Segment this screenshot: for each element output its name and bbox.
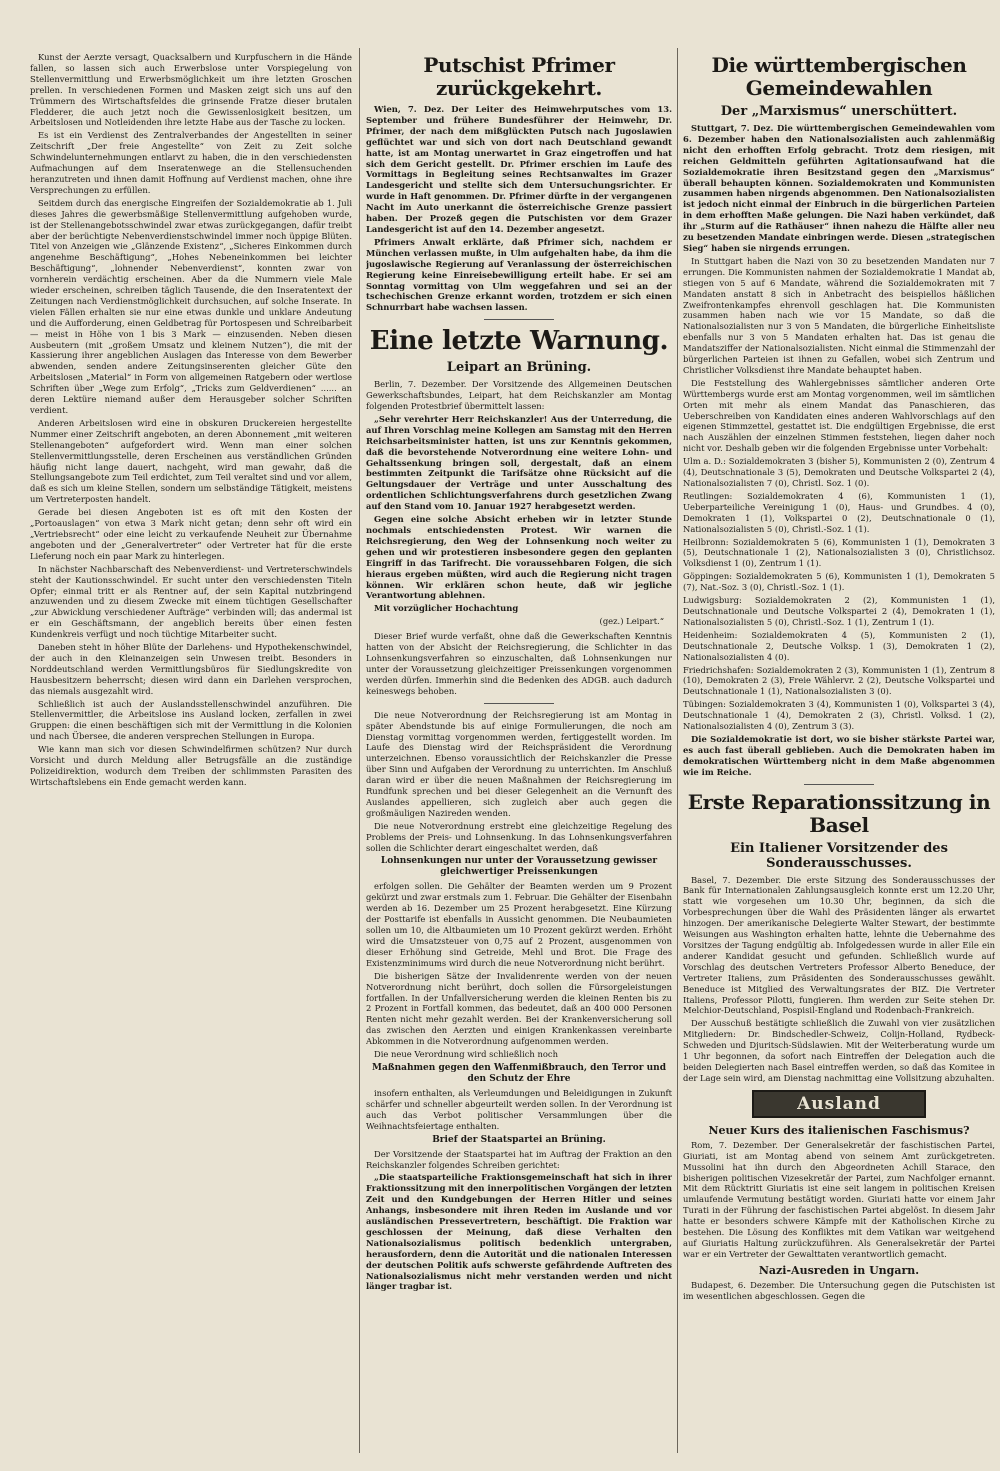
- result-item: Ulm a. D.: Sozialdemokraten 3 (bisher 5), Kommunisten 2 (0), Zentrum 4 (4), Deutschnationale 3 (5), Demokraten und Deutsche Volkspartei 2 (4), Nationalsozialisten 7 (0), Christl. Soz. 1 (0).: [683, 456, 995, 488]
- paragraph: erfolgen sollen. Die Gehälter der Beamten werden um 9 Prozent gekürzt und zwar erstmals zum 1. Februar. Die Gehälter der Eisenbahn werden ab 16. Dezember um 25 Prozent herabgesetzt. Eine Kürzung der Posttarife ist ebenfalls in Aussicht genommen. Die Neubaumieten sollen um 10, die Altbaumieten um 10 Prozent gekürzt werden. Erhöht wird die Umsatzsteuer von 0,75 auf 2 Prozent, ausgenommen von dieser Erhöhung sind Getreide, Mehl und Brot. Die Frage des Existenzminimums wird durch die neue Notverordnung nicht berührt.: [366, 881, 672, 968]
- paragraph: Stuttgart, 7. Dez. Die württembergischen Gemeindewahlen vom 6. Dezember haben den Nationalsozialisten auch zahlenmäßig nicht den erhofften Erfolg gebracht. Trotz dem riesigen, mit reichen Geldmitteln geführten Agitationsaufwand hat die Sozialdemokratie ihren Besitzstand gegen den „Marxismus“ überall behaupten können. Sozialdemokraten und Kommunisten zusammen haben nirgends abgenommen. Den Nationalsozialisten ist jedoch nicht einmal der Einbruch in die bürgerlichen Parteien in dem erhofften Maße gelungen. Die Nazi haben verkündet, daß ihr „Sturm auf die Rathäuser“ ihnen nahezu die Hälfte aller neu zu besetzenden Mandate einbringen werde. Diesen „strategischen Sieg“ haben sie nirgends errungen.: [683, 123, 995, 253]
- result-item: Heidenheim: Sozialdemokraten 4 (5), Kommunisten 2 (1), Deutschnationale 2, Deutsche Volksp. 1 (3), Demokraten 1 (2), Nationalsozialisten 4 (0).: [683, 629, 995, 662]
- paragraph: Dieser Brief wurde verfaßt, ohne daß die Gewerkschaften Kenntnis hatten von der Absicht der Reichsregierung, die Schlichter in das Lohnsenkungsverfahren so einzuschalten, daß Lohnsenkungen nur unter der Voraussetzung gleichzeitiger Preissenkungen vorgenommen werden dürfen. Immerhin sind die Bedenken des ADGB. auch dadurch keineswegs behoben.: [366, 631, 672, 696]
- column-rule: [677, 48, 678, 1453]
- paragraph: Die Feststellung des Wahlergebnisses sämtlicher anderen Orte Württembergs wurde erst am Montag vorgenommen, weil im sämtlichen Orten mit mehr als einem Mandat das Panaschieren, das Ueberschreiben von Kandidaten eines anderen Wahlvorschlags auf den eigenen Stimmzettel, gestattet ist. Die endgültigen Ergebnisse, die erst nach Auszählen der einzelnen Stimmen feststehen, liegen daher noch nicht vor. Deshalb geben wir die folgenden Ergebnisse unter Vorbehalt:: [683, 377, 995, 454]
- subheadline: Leipart an Brüning.: [446, 360, 592, 376]
- result-item: Reutlingen: Sozialdemokraten 4 (6), Kommunisten 1 (1), Ueberparteiliche Vereinigung 1 (0), Haus- und Grundbes. 4 (0), Demokraten 1 (1), Volkspartei 0 (2), Deutschnationale 0 (1), Nationalsozialisten 5 (0), Christl.-Soz. 1 (1).: [683, 490, 995, 534]
- paragraph: „Sehr verehrter Herr Reichskanzler! Aus der Unterredung, die auf Ihren Vorschlag meine Kollegen am Samstag mit den Herren Reichsarbeitsminister hatten, ist uns zur Kenntnis gekommen, daß die bevorstehende Notverordnung eine weitere Lohn- und Gehaltssenkung bringen soll, dergestalt, daß an einem bestimmten Zeitpunkt die Tarifsätze ohne Rücksicht auf die Geltungsdauer der Verträge und unter Ausschaltung des ordentlichen Schlichtungsverfahrens durch gesetzlichen Zwang auf den Stand vom 10. Januar 1927 herabgesetzt werden.: [366, 413, 672, 512]
- subheading: Neuer Kurs des italienischen Faschismus?: [708, 1123, 970, 1137]
- section-banner-ausland: Ausland: [752, 1090, 926, 1118]
- paragraph: Berlin, 7. Dezember. Der Vorsitzende des Allgemeinen Deutschen Gewerkschaftsbundes, Leipart, hat dem Reichskanzler am Montag folgenden Protestbrief übermittelt lassen:: [366, 379, 672, 412]
- headline-pfrimer: Putschist Pfrimer zurückgekehrt.: [423, 53, 615, 100]
- paragraph: Die Sozialdemokratie ist dort, wo sie bisher stärkste Partei war, es auch fast überall geblieben. Auch die Demokraten haben im demokratischen Württemberg nicht in dem Maße abgenommen wie im Reiche.: [683, 733, 995, 777]
- paragraph: Anderen Arbeitslosen wird eine in obskuren Druckereien hergestellte Nummer einer Zeitschrift angeboten, an deren Abonnement „mit weiteren Stellenangeboten“ aufgefordert wird. Wenn man einer solchen Stellenvermittlungsstelle, deren Erscheinen aus verständlichen Gründen häufig nicht lange dauert, nachgeht, wird man gewahr, daß die Stellungsangebote zum Teil erdichtet, zum Teil veraltet sind und vor allem, daß es sich um kleine Stellen, sondern um selbständige Tätigkeit, meistens um Vertreterposten handelt.: [30, 417, 352, 505]
- paragraph: Seitdem durch das energische Eingreifen der Sozialdemokratie ab 1. Juli dieses Jahres die gewerbsmäßige Stellenvermittlung aufgehoben wurde, ist der Stellenangebotsschwindel zwar etwas zurückgegangen, dafür treibt aber der berüchtigte Nebenverdienstschwindel immer noch üppige Blüten. Titel von Anzeigen wie „Glänzende Existenz“, „Sicheres Einkommen durch angenehme Beschäftigung“, „Hohes Nebeneinkommen bei leichter Beschäftigung“, „lohnender Nebenverdienst“, konnten zwar von vornherein verdächtig erscheinen. Aber da die Nummern viele Male wieder erscheinen, schreiben täglich Tausende, die den Inseratentext der Zeitungen nach Verdienstmöglichkeit durchsuchen, auf solche Inserate. In vielen Fällen erhalten sie nur eine etwas dunkle und unklare Andeutung und die Aufforderung, einen Geldbetrag für Portospesen und Schreibarbeit — meist in Höhe von 1 bis 3 Mark — einzusenden. Neben diesen Ausbeutern (mit „großem Umsatz und kleinem Nutzen“), die mit der Kassierung ihrer angeblichen Auslagen das Interesse von dem Bewerber abwenden, senden andere Zeitungsinserenten gleicher Güte den Arbeitslosen „Material“ in Form von allgemeinen Ratgebern oder wertlose Schriften über „Wege zum Erfolg“, „Tricks zum Geldverdienen“ ...... an deren Lektüre niemand außer dem Herausgeber solcher Schriften verdient.: [30, 197, 352, 415]
- subheading: Nazi-Ausreden in Ungarn.: [758, 1263, 920, 1277]
- paragraph: Die neue Verordnung wird schließlich noch: [374, 1049, 559, 1060]
- paragraph: Mit vorzüglicher Hochachtung: [374, 603, 519, 614]
- paragraph: insofern enthalten, als Verleumdungen und Beleidigungen in Zukunft schärfer und schneller abgeurteilt werden sollen. In der Verordnung ist auch das Verbot politischer Versammlungen über die Weihnachtsfeiertage enthalten.: [366, 1087, 672, 1131]
- paragraph: Der Ausschuß bestätigte schließlich die Zuwahl von vier zusätzlichen Mitgliedern: Dr. Bindschedler-Schweiz, Colijn-Holland, Rydbeck-Schweden und Djuritsch-Südslawien. Mit der Weiterberatung wurde um 1 Uhr begonnen, da sofort nach Eintreffen der Delegation auch die beiden Delegierten nach Basel eintreffen werden, so daß das Komitee in der Lage sein wird, am Dienstag nachmittag eine Vollsitzung abzuhalten.: [683, 1018, 995, 1083]
- paragraph: Gegen eine solche Absicht erheben wir in letzter Stunde nochmals entschiedensten Protest. Wir warnen die Reichsregierung, den Weg der Lohnsenkung noch weiter zu gehen und wir protestieren insbesondere gegen den geplanten Eingriff in das Tarifrecht. Die voraussehbaren Folgen, die sich hieraus ergeben müßten, wird auch die Regierung nicht tragen können. Wir erklären schon heute, daß wir jegliche Verantwortung ablehnen.: [366, 514, 672, 601]
- column-middle: [366, 52, 672, 1452]
- paragraph: In Stuttgart haben die Nazi von 30 zu besetzenden Mandaten nur 7 errungen. Die Kommunisten nahmen der Sozialdemokratie 1 Mandat ab, stiegen von 5 auf 6 Mandate, während die Sozialdemokraten mit 7 Mandaten anstatt 8 sich in Anbetracht des beispiellos häßlichen Zweifrontenkampfes ehrenvoll geschlagen hat. Die Kommunisten zusammen haben nach wie vor 15 Mandate, so daß die Nationalsozialisten nur 3 von 5 Mandaten, die bürgerliche Einheitsliste ebenfalls nur 3 von 5 Mandaten erhalten hat. Das ist genau die Mandatsziffer der Nationalsozialisten. Nicht einmal die Stimmenzahl der bürgerlichen Parteien ist ihnen zu Gefallen, wobei sich Zentrum und Christlicher Volksdienst ihre Mandate behauptet haben.: [683, 255, 995, 375]
- paragraph: Basel, 7. Dezember. Die erste Sitzung des Sonderausschusses der Bank für Internationalen Zahlungsausgleich konnte erst um 12.20 Uhr, statt wie vorgesehen um 10.30 Uhr, beginnen, da sich die Vorbesprechungen über die Wahl des Präsidenten länger als erwartet hinzogen. Der amerikanische Delegierte Walter Stewart, der bestimmte Weisungen aus Washington erhalten hatte, lehnte die Uebernahme des Vorsitzes der Tagung endgültig ab. Infolgedessen wurde in aller Eile ein anderer Kandidat gesucht und gefunden. Schließlich wurde auf Vorschlag des deutschen Vertreters Professor Alberto Beneduce, der Vertreter Italiens, zum Präsidenten des Sonderausschusses gewählt. Beneduce ist Mitglied des Verwaltungsrates der BIZ. Die Vertreter Italiens, Professor Pilotti, fungieren. Ihm werden zur Seite stehen Dr. Melchior-Deutschland, Pospisil-England und Rodenbach-Frankreich.: [683, 874, 995, 1016]
- headline-basel: Erste Reparationssitzung in Basel: [687, 789, 991, 837]
- result-item: Ludwigsburg: Sozialdemokraten 2 (2), Kommunisten 1 (1), Deutschnationale und Deutsche Volkspartei 2 (4), Demokraten 1 (1), Nationalsozialisten 5 (0), Christl.-Soz. 1 (1), Zentrum 1 (1).: [683, 595, 995, 627]
- signature: (gez.) Leipart.“: [599, 616, 664, 627]
- paragraph: Wien, 7. Dez. Der Leiter des Heimwehrputsches vom 13. September und frühere Bundesführer der Heimwehr, Dr. Pfrimer, der nach dem mißglückten Putsch nach Jugoslawien geflüchtet war und sich von dort nach Deutschland gewandt hatte, ist am Montag unerwartet in Graz eingetroffen und hat sich dem Gericht gestellt. Dr. Pfrimer erschien im Laufe des Vormittags in Begleitung seines Rechtsanwaltes im Grazer Landesgericht und stellte sich dem Untersuchungsrichter. Er wurde in Haft genommen. Dr. Pfrimer dürfte in der vergangenen Nacht im Auto unerkannt die österreichische Grenze passiert haben. Der Prozeß gegen die Putschisten vor dem Grazer Landesgericht ist auf den 14. Dezember angesetzt.: [366, 104, 672, 234]
- paragraph: Die bisherigen Sätze der Invalidenrente werden von der neuen Notverordnung nicht berührt, doch sollen die Fürsorgeleistungen fortfallen. In der Unfallversicherung werden die kleinen Renten bis zu 2 Prozent in Fortfall kommen, das bedeutet, daß an 400 000 Personen Renten nicht mehr gezahlt werden. Bei der Krankenversicherung soll das zwischen den Aerzten und einigen Krankenkassen vereinbarte Abkommen in die Notverordnung aufgenommen werden.: [366, 970, 672, 1047]
- paragraph: „Die staatsparteiliche Fraktionsgemeinschaft hat sich in ihrer Fraktionssitzung mit den innerpolitischen Vorgängen der letzten Zeit und den Kundgebungen der Herren Hitler und seines Anhangs, insbesondere mit ihren Reden im Auslande und vor ausländischen Pressevertretern, beschäftigt. Die Fraktion war geschlossen der Meinung, daß diese Verhalten den Nationalsozialismus politisch bedenklich untergraben, herausfordern, denn die Autorität und die nationalen Interessen der deutschen Politik aufs schwerste gefährdende Auftreten des Nationalsozialismus nicht mehr verstanden werden und nicht länger tragbar ist.: [366, 1172, 672, 1292]
- paragraph: Die neue Notverordnung der Reichsregierung ist am Montag in später Abendstunde bis auf einige Formulierungen, die noch am Dienstag vormittag vorgenommen werden, fertiggestellt worden. Im Laufe des Dienstag wird der Reichspräsident die Verordnung unterzeichnen. Ebenso voraussichtlich der Reichskanzler die Presse über Sinn und Aufgaben der Verordnung zu unterrichten. Im Anschluß daran wird er über die neuen Maßnahmen der Reichsregierung im Rundfunk sprechen und bei dieser Gelegenheit an die Vernunft des Auslandes appellieren, sich zugleich aber auch gegen die großmäuligen Nazireden wenden.: [366, 709, 672, 818]
- paragraph: In nächster Nachbarschaft des Nebenverdienst- und Vertreterschwindels steht der Kautionsschwindel. Er sucht unter den verschiedensten Titeln Opfer; einmal tritt er als Rentner auf, der sein Kapital nutzbringend anzuwenden und zu diesem Zwecke mit einem tüchtigen Gesellschafter „zur Abwicklung verschiedener Aufträge“ verbinden will; das andermal ist er ein Geschäftsmann, der angeblich bereits über einen festen Kundenkreis verfügt und noch tüchtige Mitarbeiter sucht.: [30, 563, 352, 640]
- paragraph: Wie kann man sich vor diesen Schwindelfirmen schützen? Nur durch Vorsicht und durch Meldung aller Betrugsfälle an die zuständige Polizeidirektion, wodurch dem Treiben der schlimmsten Parasiten des Wirtschaftslebens ein Ende gemacht werden kann.: [30, 744, 352, 787]
- paragraph: Schließlich ist auch der Auslandsstellenschwindel anzuführen. Die Stellenvermittler, die Arbeitslose ins Ausland locken, zerfallen in zwei Gruppen: die einen beschäftigen sich mit der Vermittlung in die Kolonien und nach Übersee, die anderen versprechen Stellungen in Europa.: [30, 698, 352, 742]
- subheadline: Ein Italiener Vorsitzender des Sonderausschusses.: [730, 840, 948, 871]
- paragraph: Der Vorsitzende der Staatspartei hat im Auftrag der Fraktion an den Reichskanzler folgendes Schreiben gerichtet:: [366, 1148, 672, 1170]
- result-item: Heilbronn: Sozialdemokraten 5 (6), Kommunisten 1 (1), Demokraten 3 (5), Deutschnationale 1 (2), Nationalsozialisten 3 (0), Christlichsoz. Volksdienst 1 (0), Zentrum 1 (1).: [683, 536, 995, 569]
- column-left: [30, 52, 352, 1452]
- subheadline: Der „Marxismus“ unerschüttert.: [720, 104, 958, 119]
- paragraph: Budapest, 6. Dezember. Die Untersuchung gegen die Putschisten ist im wesentlichen abgeschlossen. Gegen die: [683, 1279, 995, 1301]
- separator: [804, 784, 874, 785]
- column-rule: [359, 48, 360, 1453]
- result-item: Tübingen: Sozialdemokraten 3 (4), Kommunisten 1 (0), Volkspartei 3 (4), Deutschnationale 1 (4), Demokraten 2 (3), Christl. Volksd. 1 (2), Nationalsozialisten 4 (0), Zentrum 3 (3).: [683, 699, 995, 732]
- result-item: Friedrichshafen: Sozialdemokraten 2 (3), Kommunisten 1 (1), Zentrum 8 (10), Demokraten 2 (3), Freie Wählervr. 2 (2), Deutsche Volkspartei und Deutschnationale 1 (1), Nationalsozialisten 3 (0).: [683, 664, 995, 697]
- paragraph: Die neue Notverordnung erstrebt eine gleichzeitige Regelung des Problems der Preis- und Lohnsenkung. In das Lohnsenkungsverfahren sollen die Schlichter derart eingeschaltet werden, daß: [366, 820, 672, 853]
- paragraph: Daneben steht in höher Blüte der Darlehens- und Hypothekenschwindel, der auch in den Kleinanzeigen sein Unwesen treibt. Besonders in Norddeutschland werden Vermittlungsbüros für Siedlungskredite von Hausbesitzern beherrscht; diesen wird dann ein Darlehen versprochen, das niemals ausgezahlt wird.: [30, 642, 352, 696]
- paragraph: Kunst der Aerzte versagt, Quacksalbern und Kurpfuschern in die Hände fallen, so lassen sich auch Erwerbslose unter Vorspiegelung von Stellenvermittlung und Erwerbsmöglichkeit um ihre letzten Groschen prellen. In verschiedenen Formen und Masken zeigt sich uns auf den Trümmern des Wirtschaftsfeldes die grinsende Fratze dieser brutalen Fledderer, die auch jetzt noch die Gewissenlosigkeit besitzen, um Arbeitslosen und Notleidenden ihre letzte Habe aus der Tasche zu locken.: [30, 52, 352, 128]
- subheading: Lohnsenkungen nur unter der Voraussetzung gewisser gleichwertiger Preissenkungen: [380, 856, 658, 878]
- paragraph: Gerade bei diesen Angeboten ist es oft mit den Kosten der „Portoauslagen“ von etwa 3 Mark nicht getan; denn sehr oft wird ein „Vertriebsrecht“ oder eine leicht zu verkaufende Neuheit zur Übernahme angeboten und der „Generalvertreter“ oder Vertreter hat für die erste Lieferung noch ein paar Mark zu hinterlegen.: [30, 507, 352, 561]
- separator: [484, 319, 554, 320]
- separator: [484, 703, 554, 704]
- result-item: Göppingen: Sozialdemokraten 5 (6), Kommunisten 1 (1), Demokraten 5 (7), Nat.-Soz. 3 (0), Christl.-Soz. 1 (1).: [683, 571, 995, 593]
- column-right: [683, 52, 995, 1452]
- headline-gemeindewahlen: Die württembergischen Gemeindewahlen: [711, 53, 967, 100]
- headline-warnung: Eine letzte Warnung.: [369, 326, 669, 357]
- paragraph: Rom, 7. Dezember. Der Generalsekretär der faschistischen Partei, Giuriati, ist am Montag abend von seinem Amt zurückgetreten. Mussolini hat ihn durch den Abgeordneten Achill Starace, den bisherigen politischen Vizesekretär der Partei, zum Nachfolger ernannt. Mit dem Rücktritt Giuriatis ist eine seit langem in politischen Kreisen umlaufende Vermutung bestätigt worden. Giuriati hatte vor einem Jahr Turati in der Führung der faschistischen Partei abgelöst. In diesem Jahr hatte er besonders schwere Kämpfe mit der Katholischen Kirche zu bestehen. Die Lösung des Konfliktes mit dem Vatikan war weitgehend auf Giuriatis Haltung zurückzuführen. Als Generalsekretär der Partei war er ein Vertreter der Gewalttaten verantwortlich gemacht.: [683, 1139, 995, 1259]
- subheading: Brief der Staatspartei an Brüning.: [432, 1134, 606, 1145]
- paragraph: Es ist ein Verdienst des Zentralverbandes der Angestellten in seiner Zeitschrift „Der freie Angestellte“ von Zeit zu Zeit solche Schwindelunternehmungen entlarvt zu haben, die in den verschiedensten Aufmachungen auf dem Inseratenwege an die Stellensuchenden heranzutreten und ihnen damit Hoffnung auf Verdienst machen, ohne ihre Versprechungen zu erfüllen.: [30, 130, 352, 195]
- subheading: Maßnahmen gegen den Waffenmißbrauch, den Terror und den Schutz der Ehre: [371, 1062, 666, 1084]
- paragraph: Pfrimers Anwalt erklärte, daß Pfrimer sich, nachdem er München verlassen mußte, in Ulm aufgehalten habe, da ihm die jugoslawische Regierung auf Veranlassung der österreichischen Regierung keine Einreisebewilligung erteilt habe. Er sei am Sonntag vormittag von Ulm weggefahren und sei an der tschechischen Grenze erkannt worden, trotzdem er sich einen Schnurrbart habe wachsen lassen.: [366, 236, 672, 313]
